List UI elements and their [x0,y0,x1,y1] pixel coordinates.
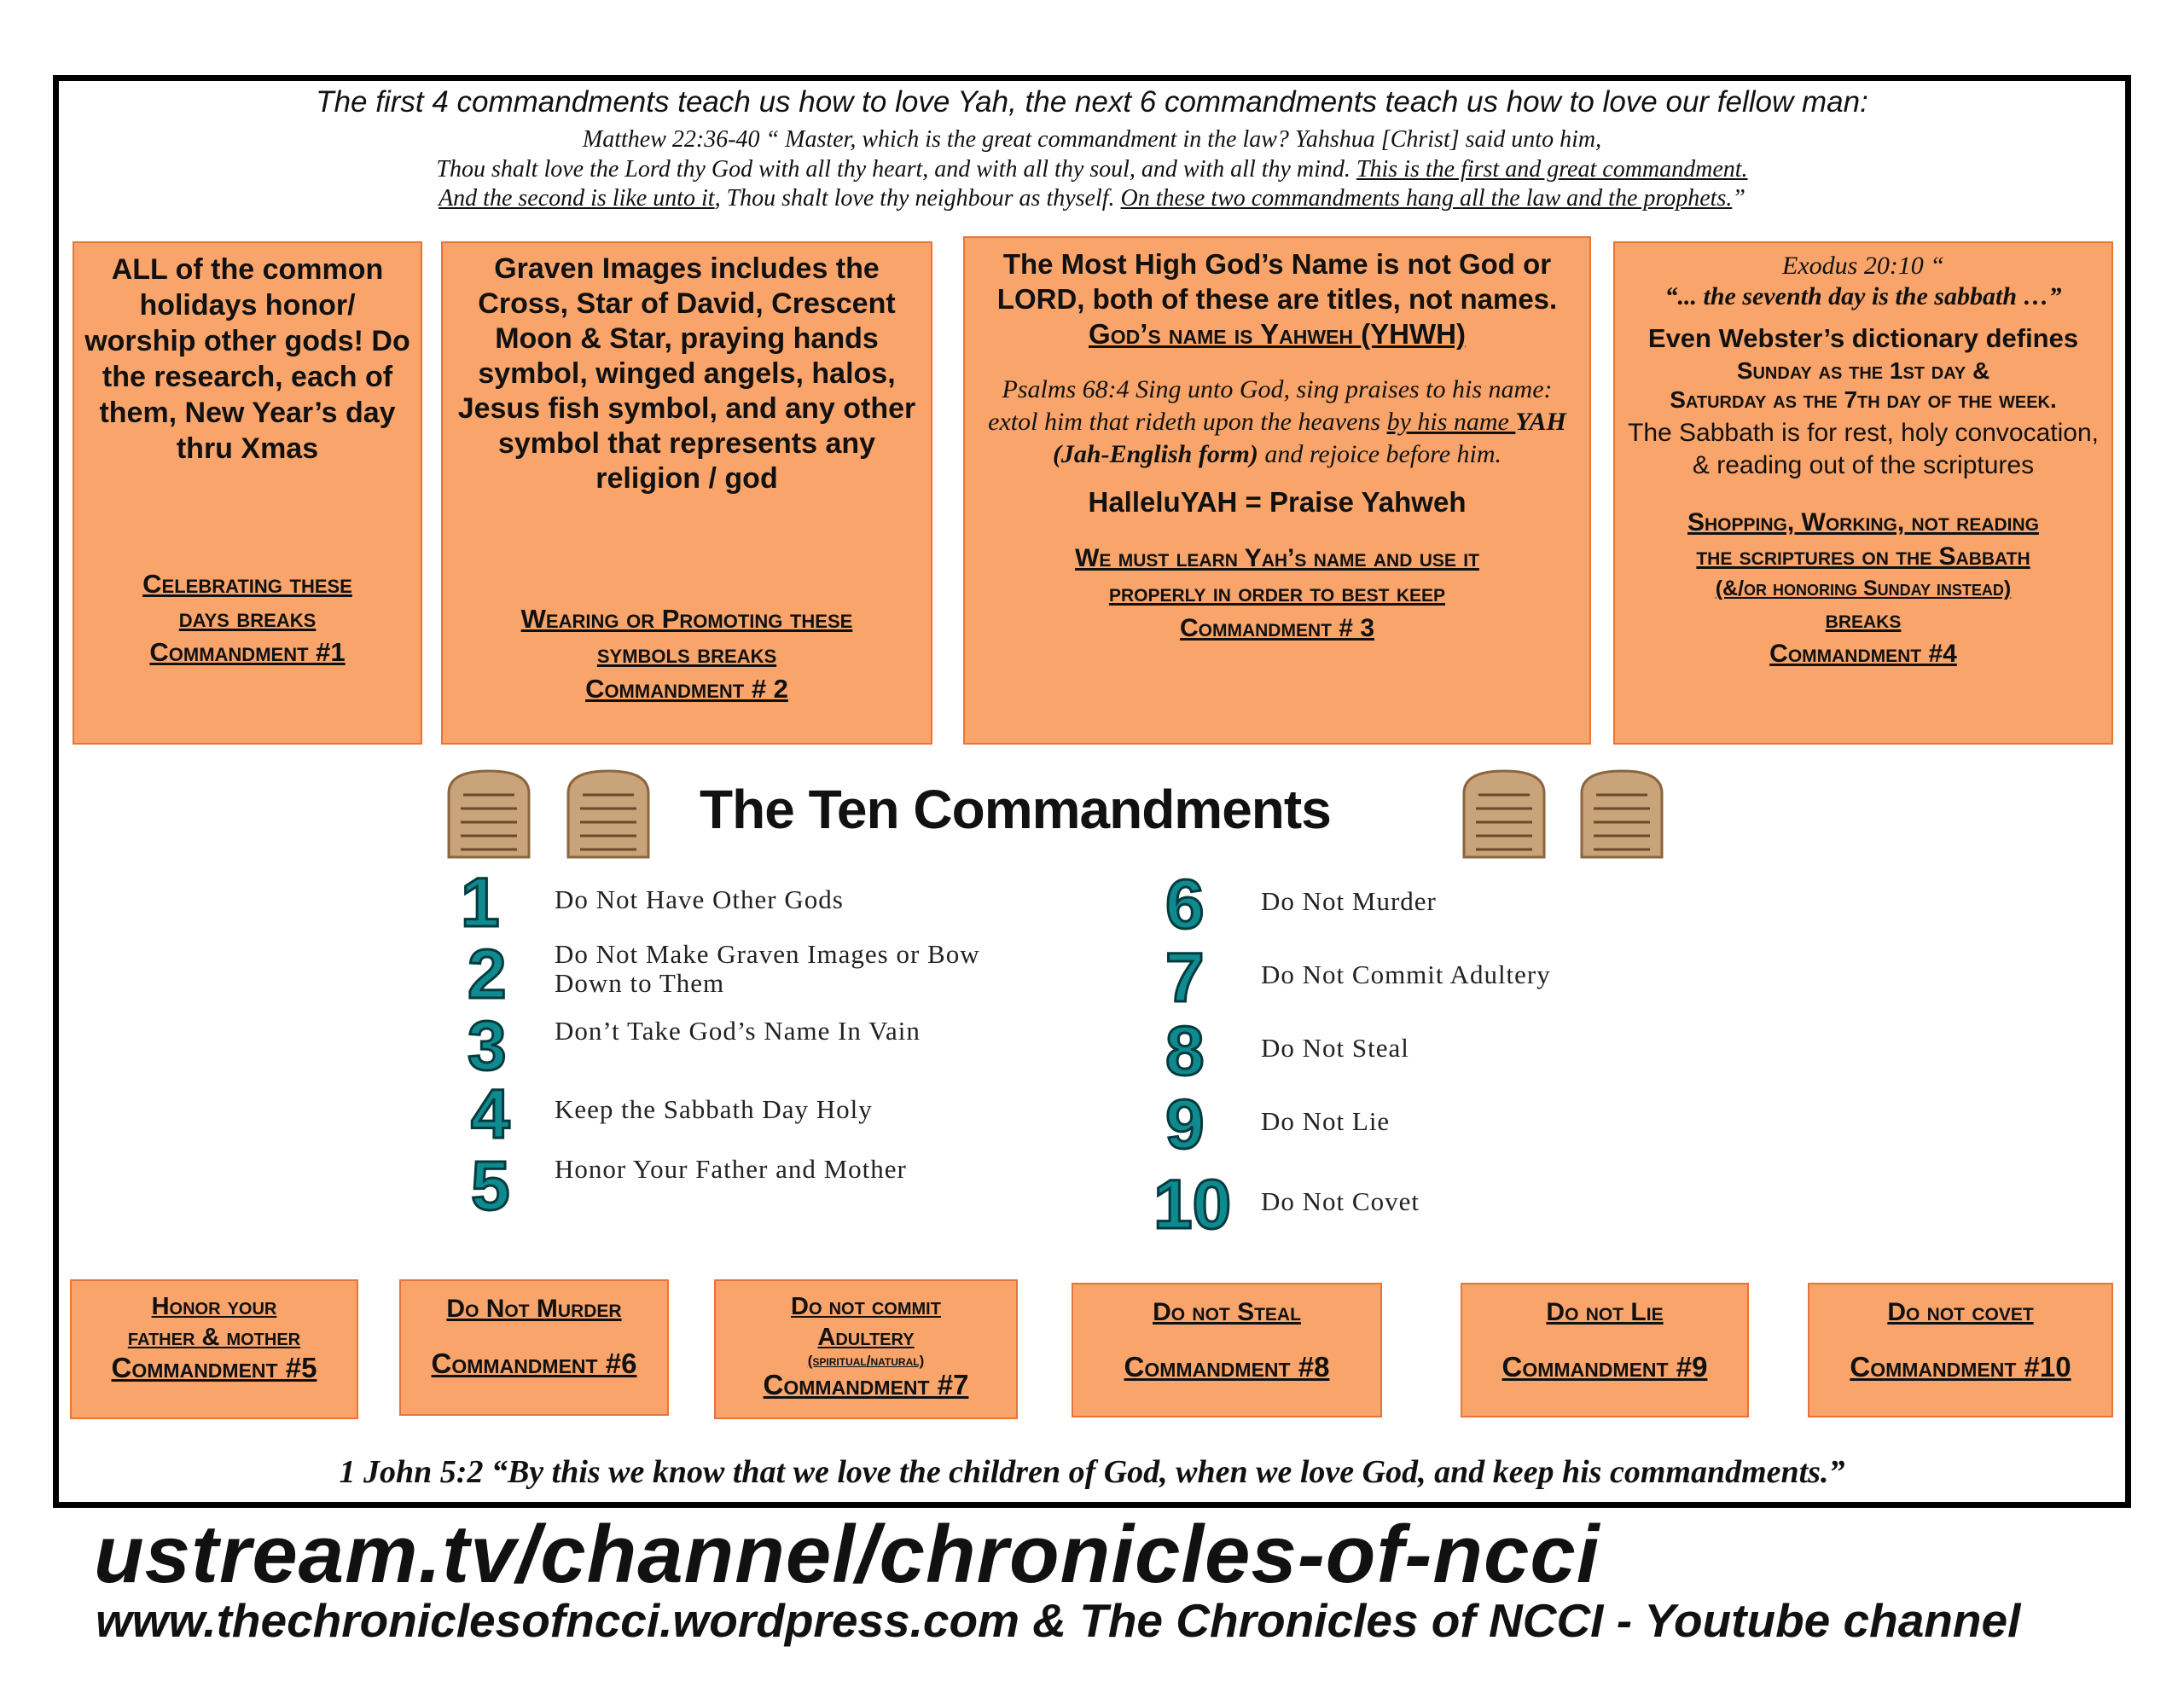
box8-line2: Commandment #8 [1124,1351,1330,1383]
box6-line1: Do Not Murder [446,1295,622,1323]
commandment-item: Do Not Make Graven Images or Bow Down to Them [555,939,980,998]
box2-body: Graven Images includes the Cross, Star of David, Crescent Moon & Star, praying hands symbol, winged angels, halos, Jesus fish symbol, and any other symbol that represents any religion / god [457,252,916,495]
box5-line3: Commandment #5 [111,1352,317,1383]
commandment-number: 4 [471,1075,510,1153]
stone-tablet-icon [442,768,536,861]
commandment-item: Do Not Covet [1261,1186,1420,1216]
commandment-1-box [73,241,422,745]
commandment-7-box [714,1279,1018,1419]
box6-line2: Commandment #6 [431,1348,637,1379]
box7-line1: Do not commit [791,1293,941,1320]
box4-sunday: Sunday as the 1st day & [1736,357,1990,384]
stone-tablet-icon [1575,768,1669,861]
closing-verse: 1 John 5:2 “By this we know that we love the children of God, when we love God, and keep his commandments.” [339,1454,1845,1490]
commandment-number: 8 [1165,1012,1205,1090]
commandment-item: Do Not Lie [1261,1106,1391,1136]
commandment-number: 10 [1153,1166,1232,1244]
footer-sites: www.thechroniclesofncci.wordpress.com & The Chronicles of NCCI - Youtube channel [96,1594,2021,1647]
box5-line1: Honor your [151,1293,277,1320]
verse-line-1: Matthew 22:36-40 “ Master, which is the great commandment in the law? Yahshua [Christ] said unto him, [582,126,1602,153]
box10-line1: Do not covet [1887,1298,2034,1326]
box3-line2: properly in order to best keep [1108,579,1446,607]
stone-tablet-icon [561,768,655,861]
box10-line2: Commandment #10 [1850,1351,2071,1383]
box4-saturday: Saturday as the 7th day of the week. [1670,386,2057,413]
commandment-item: Do Not Steal [1261,1033,1409,1063]
box7-line4: Commandment #7 [763,1369,969,1400]
box1-line2: days breaks [178,603,317,633]
commandment-9-box [1461,1283,1749,1417]
box2-line3: Commandment # 2 [585,674,788,704]
commandment-5-box [70,1279,358,1419]
box4-quote: “... the seventh day is the sabbath …” [1664,282,2062,310]
commandment-number: 6 [1165,866,1205,943]
box4-line1: Shopping, Working, not reading [1687,508,2039,536]
commandment-8-box [1072,1283,1382,1417]
box2-line2: symbols breaks [596,639,777,669]
commandment-2-box [441,241,932,745]
box9-line2: Commandment #9 [1502,1351,1708,1383]
box5-line2: father & mother [127,1324,301,1351]
commandment-item: Do Not Murder [1261,886,1437,916]
verse-line-2: Thou shalt love the Lord thy God with all thy heart, and with all thy soul, and with all thy mind. This is the first and great commandment. [436,156,1748,183]
footer-url: ustream.tv/channel/chronicles-of-ncci [94,1509,1600,1600]
box3-hallelu: HalleluYAH = Praise Yahweh [1088,486,1467,518]
commandment-number: 7 [1165,939,1205,1017]
box4-line5: Commandment #4 [1769,640,1957,668]
commandment-number: 2 [468,936,507,1013]
commandment-10-box [1808,1283,2113,1417]
intro-line: The first 4 commandments teach us how to love Yah, the next 6 commandments teach us how to love our fellow man: [316,85,1868,119]
box9-line1: Do not Lie [1546,1298,1664,1326]
commandment-number: 1 [461,864,500,942]
commandment-item: Do Not Have Other Gods [555,884,844,914]
commandment-number: 5 [471,1147,510,1225]
commandment-item: Keep the Sabbath Day Holy [555,1094,873,1124]
box1-line3: Commandment #1 [149,637,346,667]
stone-tablet-icon [1457,768,1551,861]
box3-line1: We must learn Yah’s name and use it [1075,544,1479,572]
verse-line-3: And the second is like unto it, Thou shalt love thy neighbour as thyself. On these two commandments hang all the law and the prophets.” [439,185,1745,212]
commandment-number: 3 [468,1007,507,1085]
box4-line3: (&/or honoring Sunday instead) [1715,577,2012,600]
commandment-3-box [963,236,1591,745]
box4-line4: breaks [1825,606,1902,634]
box2-line1: Wearing or Promoting these [520,604,853,634]
box7-line3: (spiritual/natural) [807,1353,925,1369]
box4-ref: Exodus 20:10 “ [1782,252,1944,280]
box1-body: ALL of the common holidays honor/ worship other gods! Do the research, each of them, New Year’s day thru Xmas [84,253,410,465]
box8-line1: Do not Steal [1153,1298,1301,1326]
box1-line1: Celebrating these [142,569,352,599]
box3-psalm: Psalms 68:4 Sing unto God, sing praises to his name: extol him that rideth upon the heavens by his name YAH (Jah-English form) and rejoice before him. [988,375,1566,468]
ten-commandments-title: The Ten Commandments [700,779,1331,840]
box4-webster: Even Webster’s dictionary defines [1647,323,2079,353]
commandment-item: Do Not Commit Adultery [1261,959,1551,989]
commandment-6-box [399,1279,669,1416]
box4-line2: the scriptures on the Sabbath [1696,542,2030,571]
commandment-4-box [1613,241,2113,745]
box4-rest: The Sabbath is for rest, holy convocation, & reading out of the scriptures [1628,419,2099,479]
commandment-item: Don’t Take God’s Name In Vain [555,1016,921,1046]
commandment-number: 9 [1165,1086,1205,1163]
box3-body: The Most High God’s Name is not God or LORD, both of these are titles, not names. God’s name is Yahweh (YHWH) [996,248,1558,350]
box7-line2: Adultery [817,1324,915,1351]
box3-line3: Commandment # 3 [1179,614,1374,642]
commandment-item: Honor Your Father and Mother [555,1154,907,1184]
